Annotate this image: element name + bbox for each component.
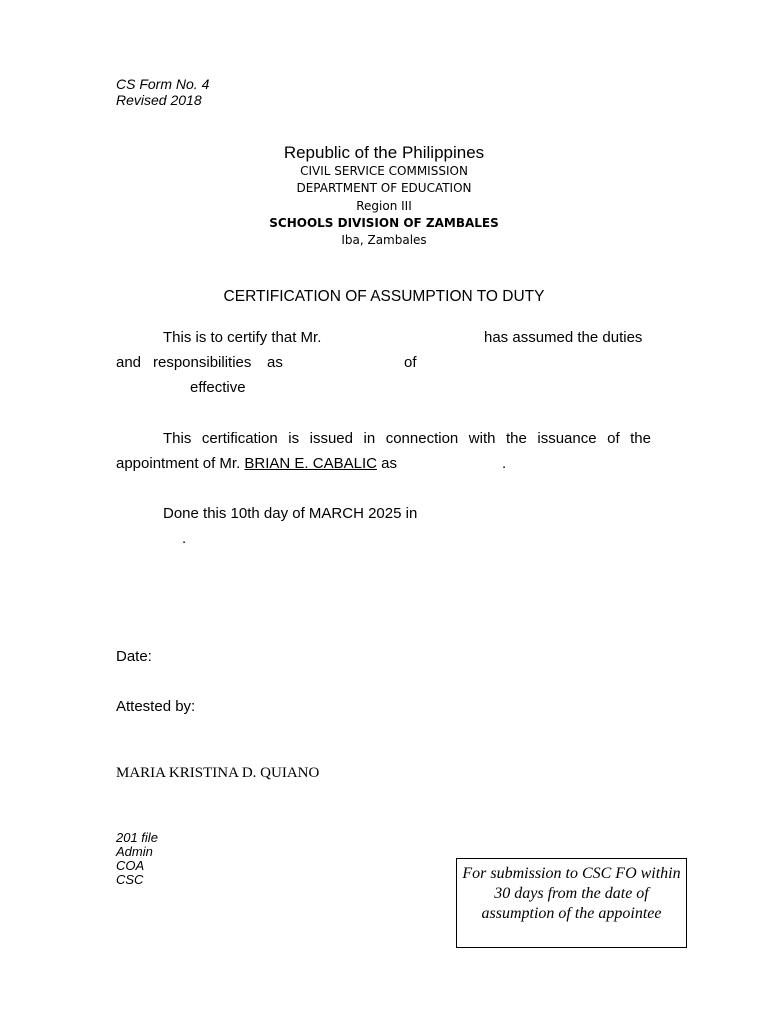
- copy-distribution: [116, 831, 158, 887]
- form-number: CS Form No. 4: [116, 76, 210, 92]
- assumed-duties-text: has assumed the duties: [484, 329, 643, 346]
- issuance-text: This certification is issued in connection with the issuance of the: [163, 430, 651, 447]
- republic-heading: Republic of the Philippines: [283, 143, 485, 162]
- region-heading: Region III: [356, 199, 412, 213]
- appointee-name: BRIAN E. CABALIC: [244, 455, 377, 472]
- copy-admin: Admin: [116, 844, 153, 859]
- done-text: Done this 10th day of MARCH 2025 in: [163, 505, 418, 522]
- appointment-line: [116, 455, 397, 472]
- department-heading: DEPARTMENT OF EDUCATION: [296, 181, 472, 195]
- appointment-end-period: .: [502, 455, 507, 472]
- submission-note-box: [456, 858, 687, 948]
- location-heading: Iba, Zambales: [341, 233, 427, 247]
- effective-text: effective: [190, 379, 246, 396]
- document-title: CERTIFICATION OF ASSUMPTION TO DUTY: [223, 288, 545, 305]
- copy-csc: CSC: [116, 872, 144, 887]
- appointment-dot: .: [236, 455, 241, 472]
- attestor-name: MARIA KRISTINA D. QUIANO: [116, 765, 320, 781]
- of-text: of: [404, 354, 417, 371]
- form-revision: Revised 2018: [116, 92, 202, 108]
- responsibilities-text: responsibilities: [153, 354, 252, 371]
- appointment-prefix: appointment of Mr: [116, 455, 237, 472]
- commission-heading: CIVIL SERVICE COMMISSION: [300, 164, 468, 178]
- as-text: as: [267, 354, 283, 371]
- appointment-as: as: [381, 455, 397, 472]
- date-label: Date:: [116, 648, 152, 665]
- and-text: and: [116, 354, 142, 371]
- form-identifier: [116, 76, 209, 108]
- done-period: .: [182, 530, 187, 547]
- copy-201-file: 201 file: [116, 830, 158, 845]
- division-heading: SCHOOLS DIVISION OF ZAMBALES: [269, 216, 499, 230]
- submission-note-text: For submission to CSC FO within 30 days from the date of assumption of the appointee: [462, 865, 681, 922]
- attested-label: Attested by:: [116, 698, 196, 715]
- certify-text: This is to certify that Mr.: [163, 329, 322, 346]
- copy-coa: COA: [116, 858, 145, 873]
